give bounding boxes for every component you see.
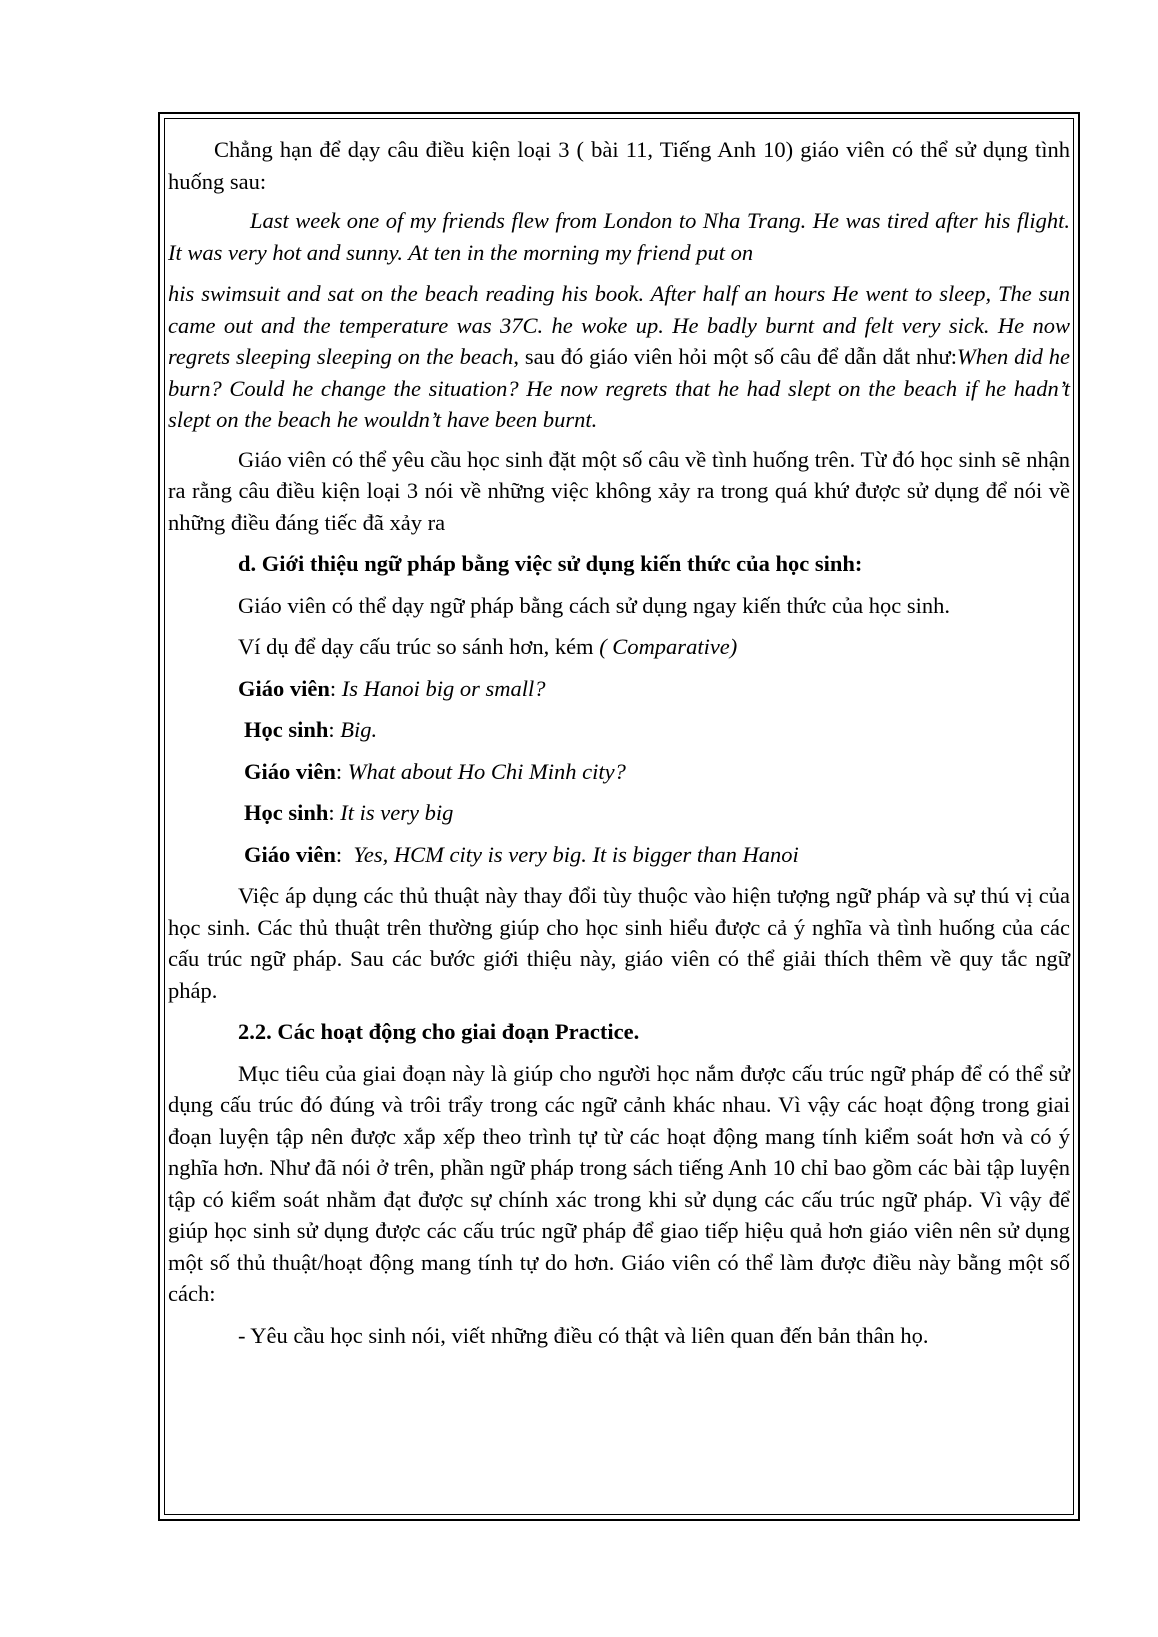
example-intro-italic: ( Comparative) — [599, 634, 738, 659]
dialogue-text: It is very big — [340, 800, 454, 825]
paragraph-intro: Chẳng hạn để dạy câu điều kiện loại 3 ( bài 11, Tiếng Anh 10) giáo viên có thể sử dụng tình huống sau: — [168, 137, 1070, 194]
example-intro-text: Ví dụ để dạy cấu trúc so sánh hơn, kém — [238, 634, 600, 659]
dialogue-separator: : — [335, 758, 348, 784]
dialogue-line — [168, 839, 1070, 871]
paragraph-knowledge: Giáo viên có thể dạy ngữ pháp bằng cách sử dụng ngay kiến thức của học sinh. — [238, 592, 951, 618]
story-text-2: his swimsuit and sat on the beach reading his book. After half an hours He went to sleep, The sun came out and the temperature was 37C. he woke up. He badly burnt and felt very sick. He now regrets sleeping sleeping on the beach — [168, 281, 1070, 369]
dialogue-separator: : — [335, 841, 354, 867]
dialogue-line — [168, 673, 1070, 705]
dialogue-text: Yes, HCM city is very big. It is bigger than Hanoi — [353, 841, 799, 867]
paragraph-application: Việc áp dụng các thủ thuật này thay đổi tùy thuộc vào hiện tượng ngữ pháp và sự thú vị của học sinh. Các thủ thuật trên thường giúp cho học sinh hiểu được cả ý nghĩa và tình huống của các cấu trúc ngữ pháp. Sau các bước giới thiệu này, giáo viên có thể giải thích thêm về quy tắc ngữ pháp. — [168, 883, 1070, 1003]
section-heading-2-2 — [168, 1016, 1070, 1048]
story-text-1: Last week one of my friends flew from London to Nha Trang. He was tired after his flight. It was very hot and sunny. At ten in the morning my friend put on — [168, 208, 1070, 265]
dialogue-speaker: Giáo viên — [238, 675, 330, 701]
paragraph-bullet: - Yêu cầu học sinh nói, viết những điều có thật và liên quan đến bản thân họ. — [238, 1322, 929, 1348]
paragraph-practice: Mục tiêu của giai đoạn này là giúp cho người học nắm được cấu trúc ngữ pháp để có thể sử dụng cấu trúc đó đúng và trôi trẩy trong các ngữ cảnh khác nhau. Vì vậy các hoạt động trong giai đoạn luyện tập nên được xắp xếp theo trình tự từ các hoạt động mang tính kiểm soát hơn và có ý nghĩa hơn. Như đã nói ở trên, phần ngữ pháp trong sách tiếng Anh 10 chỉ bao gồm các bài tập luyện tập có kiểm soát nhằm đạt được sự chính xác trong khi sử dụng các cấu trúc ngữ pháp. Vì vậy để giúp học sinh sử dụng được các cấu trúc ngữ pháp để giao tiếp hiệu quả hơn giáo viên nên sử dụng một số thủ thuật/hoạt động mang tính tự do hơn. Giáo viên có thể làm được điều này bằng một số cách: — [168, 1060, 1070, 1306]
dialogue-speaker: Học sinh — [244, 717, 329, 742]
dialogue-text: Big. — [340, 717, 378, 742]
dialogue-speaker: Giáo viên — [244, 758, 336, 784]
dialogue-line — [168, 797, 1070, 829]
story-opening — [168, 205, 1070, 268]
dialogue-text: What about Ho Chi Minh city? — [347, 758, 626, 784]
dialogue-line — [168, 714, 1070, 746]
story-continuation — [168, 278, 1070, 436]
dialogue-text: Is Hanoi big or small? — [341, 675, 546, 701]
paragraph-conclusion: Giáo viên có thể yêu cầu học sinh đặt một số câu về tình huống trên. Từ đó học sinh sẽ nhận ra rằng câu điều kiện loại 3 nói về những việc không xảy ra trong quá khứ được sử dụng để nói về những điều đáng tiếc đã xảy ra — [168, 446, 1070, 535]
dialogue-separator: : — [329, 675, 342, 701]
story-teacher-note: , sau đó giáo viên hỏi một số câu để dẫn dắt như: — [513, 344, 957, 369]
dialogue-separator: : — [328, 717, 341, 742]
dialogue-speaker: Học sinh — [244, 800, 329, 825]
dialogue-speaker: Giáo viên — [244, 841, 336, 867]
example-intro — [168, 631, 1070, 663]
dialogue-separator: : — [328, 800, 341, 825]
section-heading-d — [168, 548, 1070, 580]
heading-2-2-text: 2.2. Các hoạt động cho giai đoạn Practice. — [238, 1019, 640, 1044]
heading-d-text: d. Giới thiệu ngữ pháp bằng việc sử dụng kiến thức của học sinh: — [238, 551, 863, 576]
document-body — [168, 134, 1070, 1351]
story-questions: When did he burn? Could he change the situation? He now regrets that he had slept on the beach if he hadn’t slept on the beach he wouldn’t have been burnt. — [168, 344, 1071, 432]
dialogue-line — [168, 756, 1070, 788]
